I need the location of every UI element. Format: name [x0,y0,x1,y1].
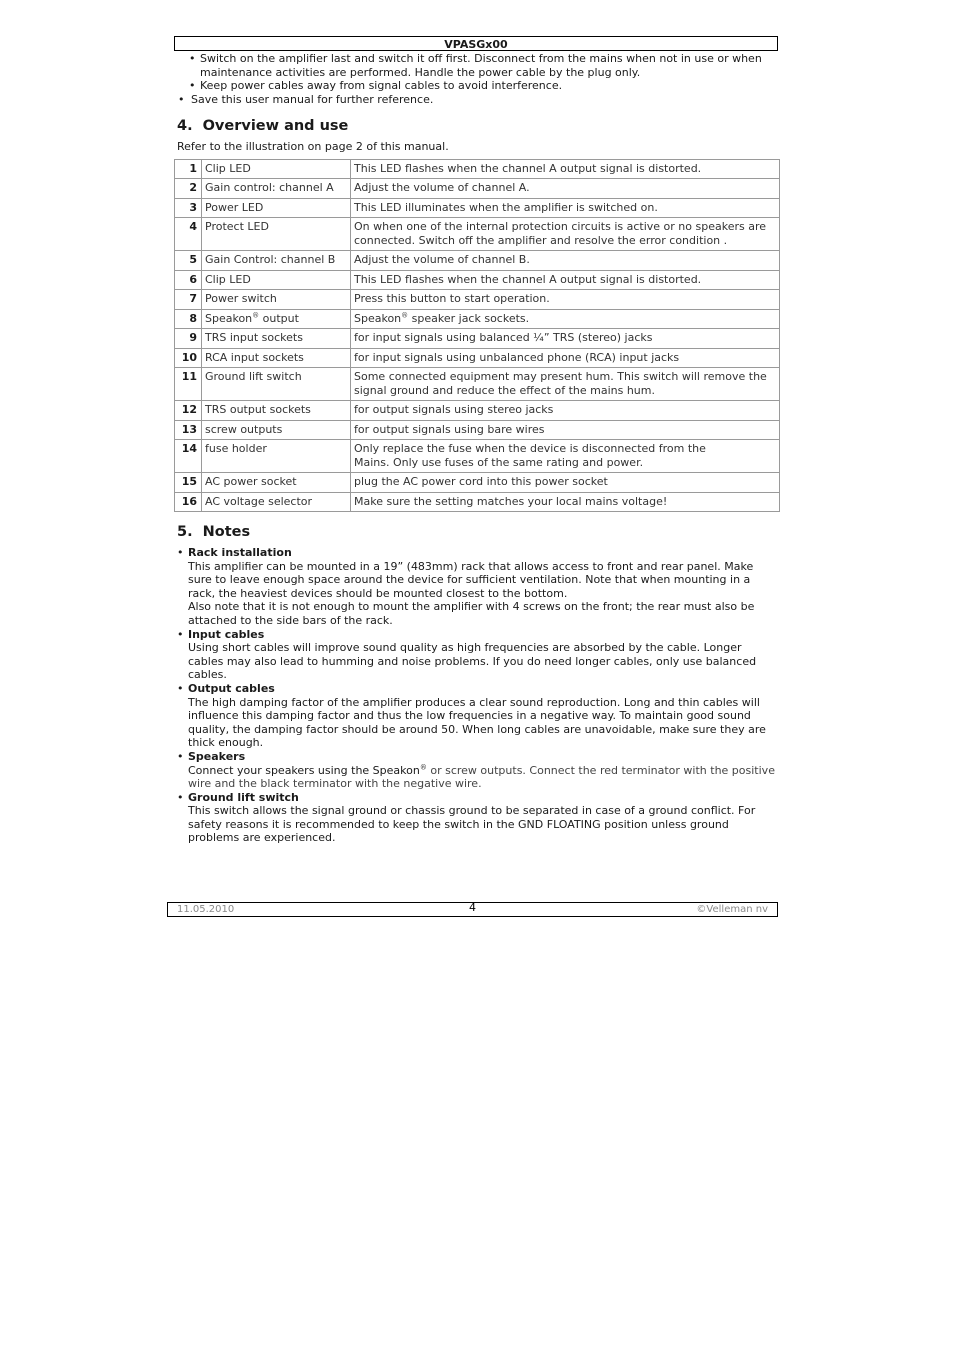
list-item: • Save this user manual for further reference. [178,92,434,106]
page-number: 4 [469,901,476,914]
list-item: • Rack installation This amplifier can be mounted in a 19” (483mm) rack that allows access to front and rear panel. Make sure to leave enough space around the device for sufficient ventilation. Note that when mounting in a rack, the heaviest devices should be mounted closest to the bottom. Also note that it is not enough to mount the amplifier with 4 screws on the front; the rear must also be attached to the side bars of the rack. [177,546,755,627]
table-row: 1 Clip LED This LED flashes when the channel A output signal is distorted. [175,159,780,179]
header-title: VPASGx00 [444,38,508,51]
bullet-icon: • [177,681,184,695]
table-row: 9 TRS input sockets for input signals using balanced ¼” TRS (stereo) jacks [175,329,780,349]
bullet-icon: • [189,79,196,92]
page-footer [167,902,778,917]
warning-list [174,52,780,93]
table-row: 16 AC voltage selector Make sure the setting matches your local mains voltage! [175,492,780,512]
page-header [174,36,778,51]
bullet-icon: • [177,790,184,804]
list-item: • Speakers Connect your speakers using the Speakon® or screw outputs. Connect the red terminator with the positive wire and the black terminator with the negative wire. [177,749,775,791]
table-row: 12 TRS output sockets for output signals using stereo jacks [175,401,780,421]
table-row: 11 Ground lift switch Some connected equipment may present hum. This switch will remove the signal ground and reduce the effect of the mains hum. [175,368,780,401]
bullet-icon: • [177,749,184,763]
table-row: 15 AC power socket plug the AC power cord into this power socket [175,473,780,493]
list-item: • Ground lift switch This switch allows the signal ground or chassis ground to be separated in case of a ground conflict. For safety reasons it is recommended to keep the switch in the GND FLOATING position unless ground problems are experienced. [177,790,756,845]
table-row: 3 Power LED This LED illuminates when the amplifier is switched on. [175,198,780,218]
page-content [174,52,780,845]
footer-date: 11.05.2010 [177,904,235,915]
table-row: 13 screw outputs for output signals using bare wires [175,420,780,440]
notes-list [174,546,780,845]
table-row: 5 Gain Control: channel B Adjust the volume of channel B. [175,251,780,271]
table-row: 7 Power switch Press this button to start operation. [175,290,780,310]
list-item: • Output cables The high damping factor of the amplifier produces a clear sound reproduction. Long and thin cables will influence this damping factor and thus the low frequencies in a negative way. To maintain good sound quality, the damping factor should be around 50. When long cables are unavoidable, make sure they are thick enough. [177,681,766,750]
section-heading-notes: 5. Notes [177,524,251,540]
section-heading-overview: 4. Overview and use [177,118,349,134]
footer-copyright: ©Velleman nv [696,904,768,915]
bullet-icon: • [178,92,185,106]
table-row: 14 fuse holder Only replace the fuse when the device is disconnected from the Mains. Only use fuses of the same rating and power. [175,440,780,473]
overview-table [174,159,780,513]
table-row: 6 Clip LED This LED flashes when the channel A output signal is distorted. [175,270,780,290]
list-item: • Input cables Using short cables will improve sound quality as high frequencies are absorbed by the cable. Longer cables may also lead to humming and noise problems. If you do need longer cables, only use balanced cables. [177,627,757,682]
bullet-icon: • [177,627,184,641]
list-item: • Keep power cables away from signal cables to avoid interference. [189,79,563,92]
top-level-list [174,93,780,107]
table-row: 8 Speakon® output Speakon® speaker jack sockets. [175,309,780,329]
list-item: • Switch on the amplifier last and switch it off first. Disconnect from the mains when not in use or when maintenance activities are performed. Handle the power cable by the plug only. [189,52,762,79]
section-intro: Refer to the illustration on page 2 of this manual. [177,140,449,153]
bullet-icon: • [189,52,196,65]
table-row: 10 RCA input sockets for input signals using unbalanced phone (RCA) input jacks [175,348,780,368]
bullet-icon: • [177,546,184,559]
table-row: 2 Gain control: channel A Adjust the volume of channel A. [175,179,780,199]
table-row: 4 Protect LED On when one of the internal protection circuits is active or no speakers are connected. Switch off the amplifier and resolve the error condition . [175,218,780,251]
